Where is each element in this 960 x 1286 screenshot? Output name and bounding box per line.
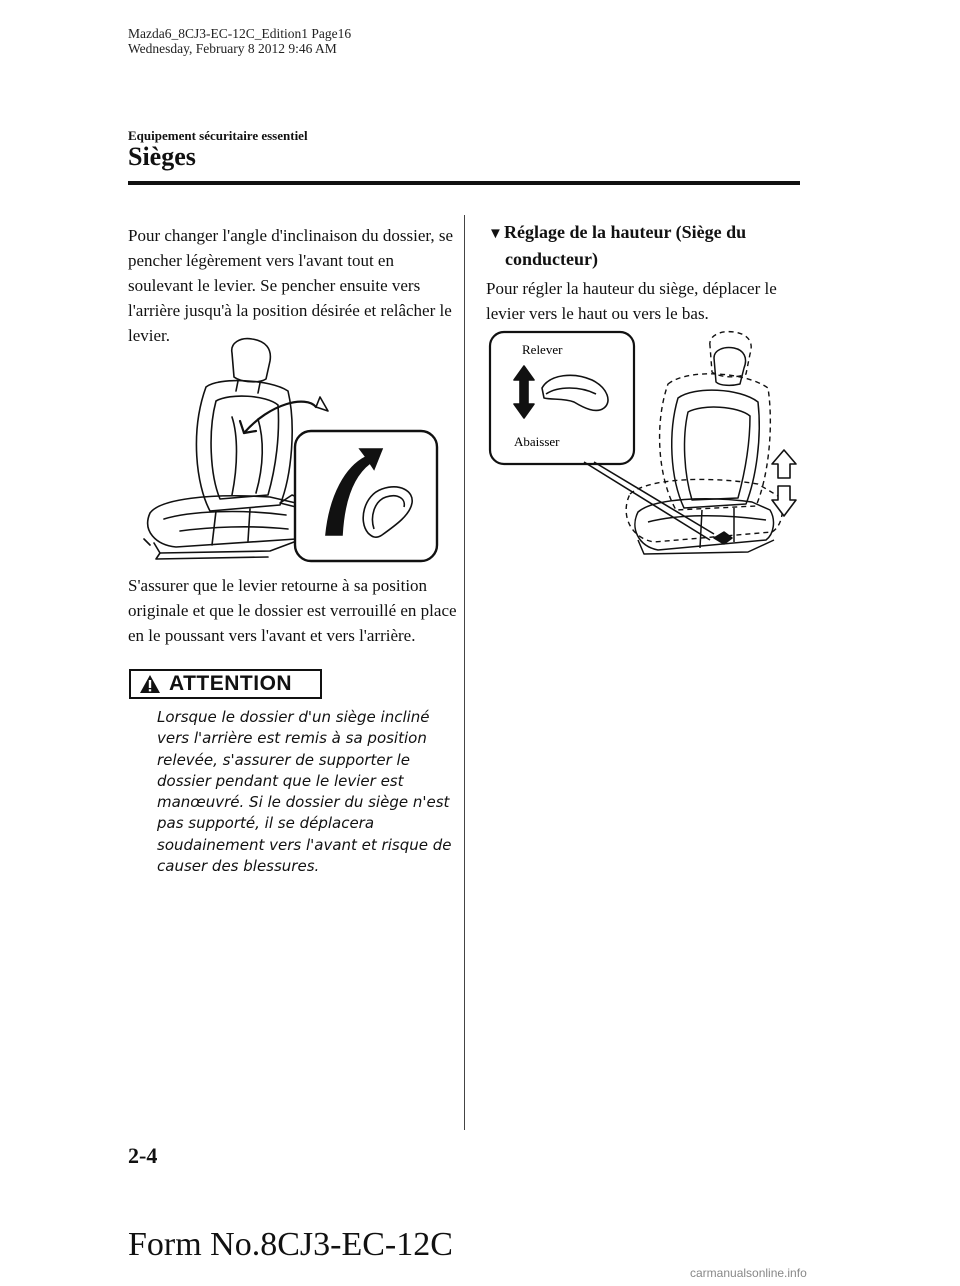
heading-line-1: Réglage de la hauteur (Siège du xyxy=(504,222,747,242)
title-rule xyxy=(128,181,800,185)
attention-text: Lorsque le dossier d'un siège incliné vers l'arrière est remis à sa position relevée, s'assurer de supporter le dossier pendant que le levier est manœuvré. Si le dossier du siège n'est pas supporté, il se déplacera soudainement vers l'avant et risque de causer des blessures. xyxy=(157,708,452,876)
raise-label: Relever xyxy=(522,342,563,357)
height-adjust-heading xyxy=(488,220,798,272)
attention-label: ATTENTION xyxy=(169,672,293,695)
header-meta xyxy=(128,26,351,56)
form-number: Form No.8CJ3-EC-12C xyxy=(128,1226,453,1263)
lever-check-instructions: S'assurer que le levier retourne à sa position originale et que le dossier est verrouillé en place en le poussant vers l'avant et vers l'arrière. xyxy=(128,576,457,645)
doc-id: Mazda6_8CJ3-EC-12C_Edition1 Page16 xyxy=(128,26,352,41)
warning-icon xyxy=(139,674,161,694)
heading-line-2: conducteur) xyxy=(505,249,598,269)
page-number: 2-4 xyxy=(128,1143,158,1168)
timestamp: Wednesday, February 8 2012 9:46 AM xyxy=(128,41,337,56)
watermark: carmanualsonline.info xyxy=(690,1266,807,1280)
triangle-icon: ▼ xyxy=(488,226,503,242)
height-adjust-instructions: Pour régler la hauteur du siège, déplacer le levier vers le haut ou vers le bas. xyxy=(486,279,777,323)
section-label: Equipement sécuritaire essentiel xyxy=(128,128,308,143)
column-divider xyxy=(464,215,465,1130)
page-title: Sièges xyxy=(128,142,196,171)
lower-label: Abaisser xyxy=(514,434,560,449)
attention-box xyxy=(129,669,322,699)
recline-figure xyxy=(120,335,440,567)
recline-instructions: Pour changer l'angle d'inclinaison du dossier, se pencher légèrement vers l'avant tout en soulevant le levier. Se pencher ensuite vers l'arrière jusqu'à la position désirée et relâcher le levier. xyxy=(128,226,454,345)
height-adjust-figure xyxy=(488,328,808,564)
